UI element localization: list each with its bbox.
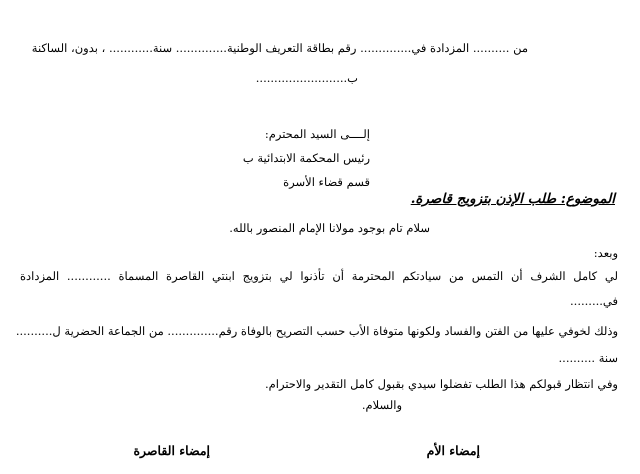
reason-paragraph: وذلك لخوفي عليها من الفتن والفساد ولكونها متوفاة الأب حسب التصريح بالوفاة رقم.............. من الجماعة الحضرية ل.......... [15,324,618,338]
greeting-text: سلام تام بوجود مولانا الإمام المنصور بالله. [229,221,430,235]
minor-signature-label: إمضاء القاصرة [133,443,210,458]
wabaad-text: وبعد: [593,246,618,260]
addressee-salutation: إلــــى السيد المحترم: [264,127,370,141]
mother-signature-label: إمضاء الأم [426,443,480,458]
closing-paragraph: وفي انتظار قبولكم هذا الطلب تفضلوا سيدي بقبول كامل التقدير والاحترام. [265,377,618,391]
addressee-court: رئيس المحكمة الابتدائية ب [242,151,370,165]
closing-salutation: والسلام. [361,398,402,412]
applicant-info-line: من .......... المزدادة في.............. رقم بطاقة التعريف الوطنية.............. سنة............ ، بدون، الساكنة [31,41,528,55]
reason-paragraph-continued: سنة .......... [558,351,618,365]
request-paragraph: لي كامل الشرف أن التمس من سيادتكم المحترمة أن تأذنوا لي بتزويج ابنتي القاصرة المسماة ............ المزدادة [20,269,618,283]
request-paragraph-continued: في......... [570,294,618,308]
residence-line: ب......................... [255,71,358,85]
subject-heading: الموضوع: طلب الإذن بتزويج قاصرة. [410,191,615,207]
addressee-block [243,122,370,194]
addressee-department: قسم قضاء الأسرة [283,175,370,189]
